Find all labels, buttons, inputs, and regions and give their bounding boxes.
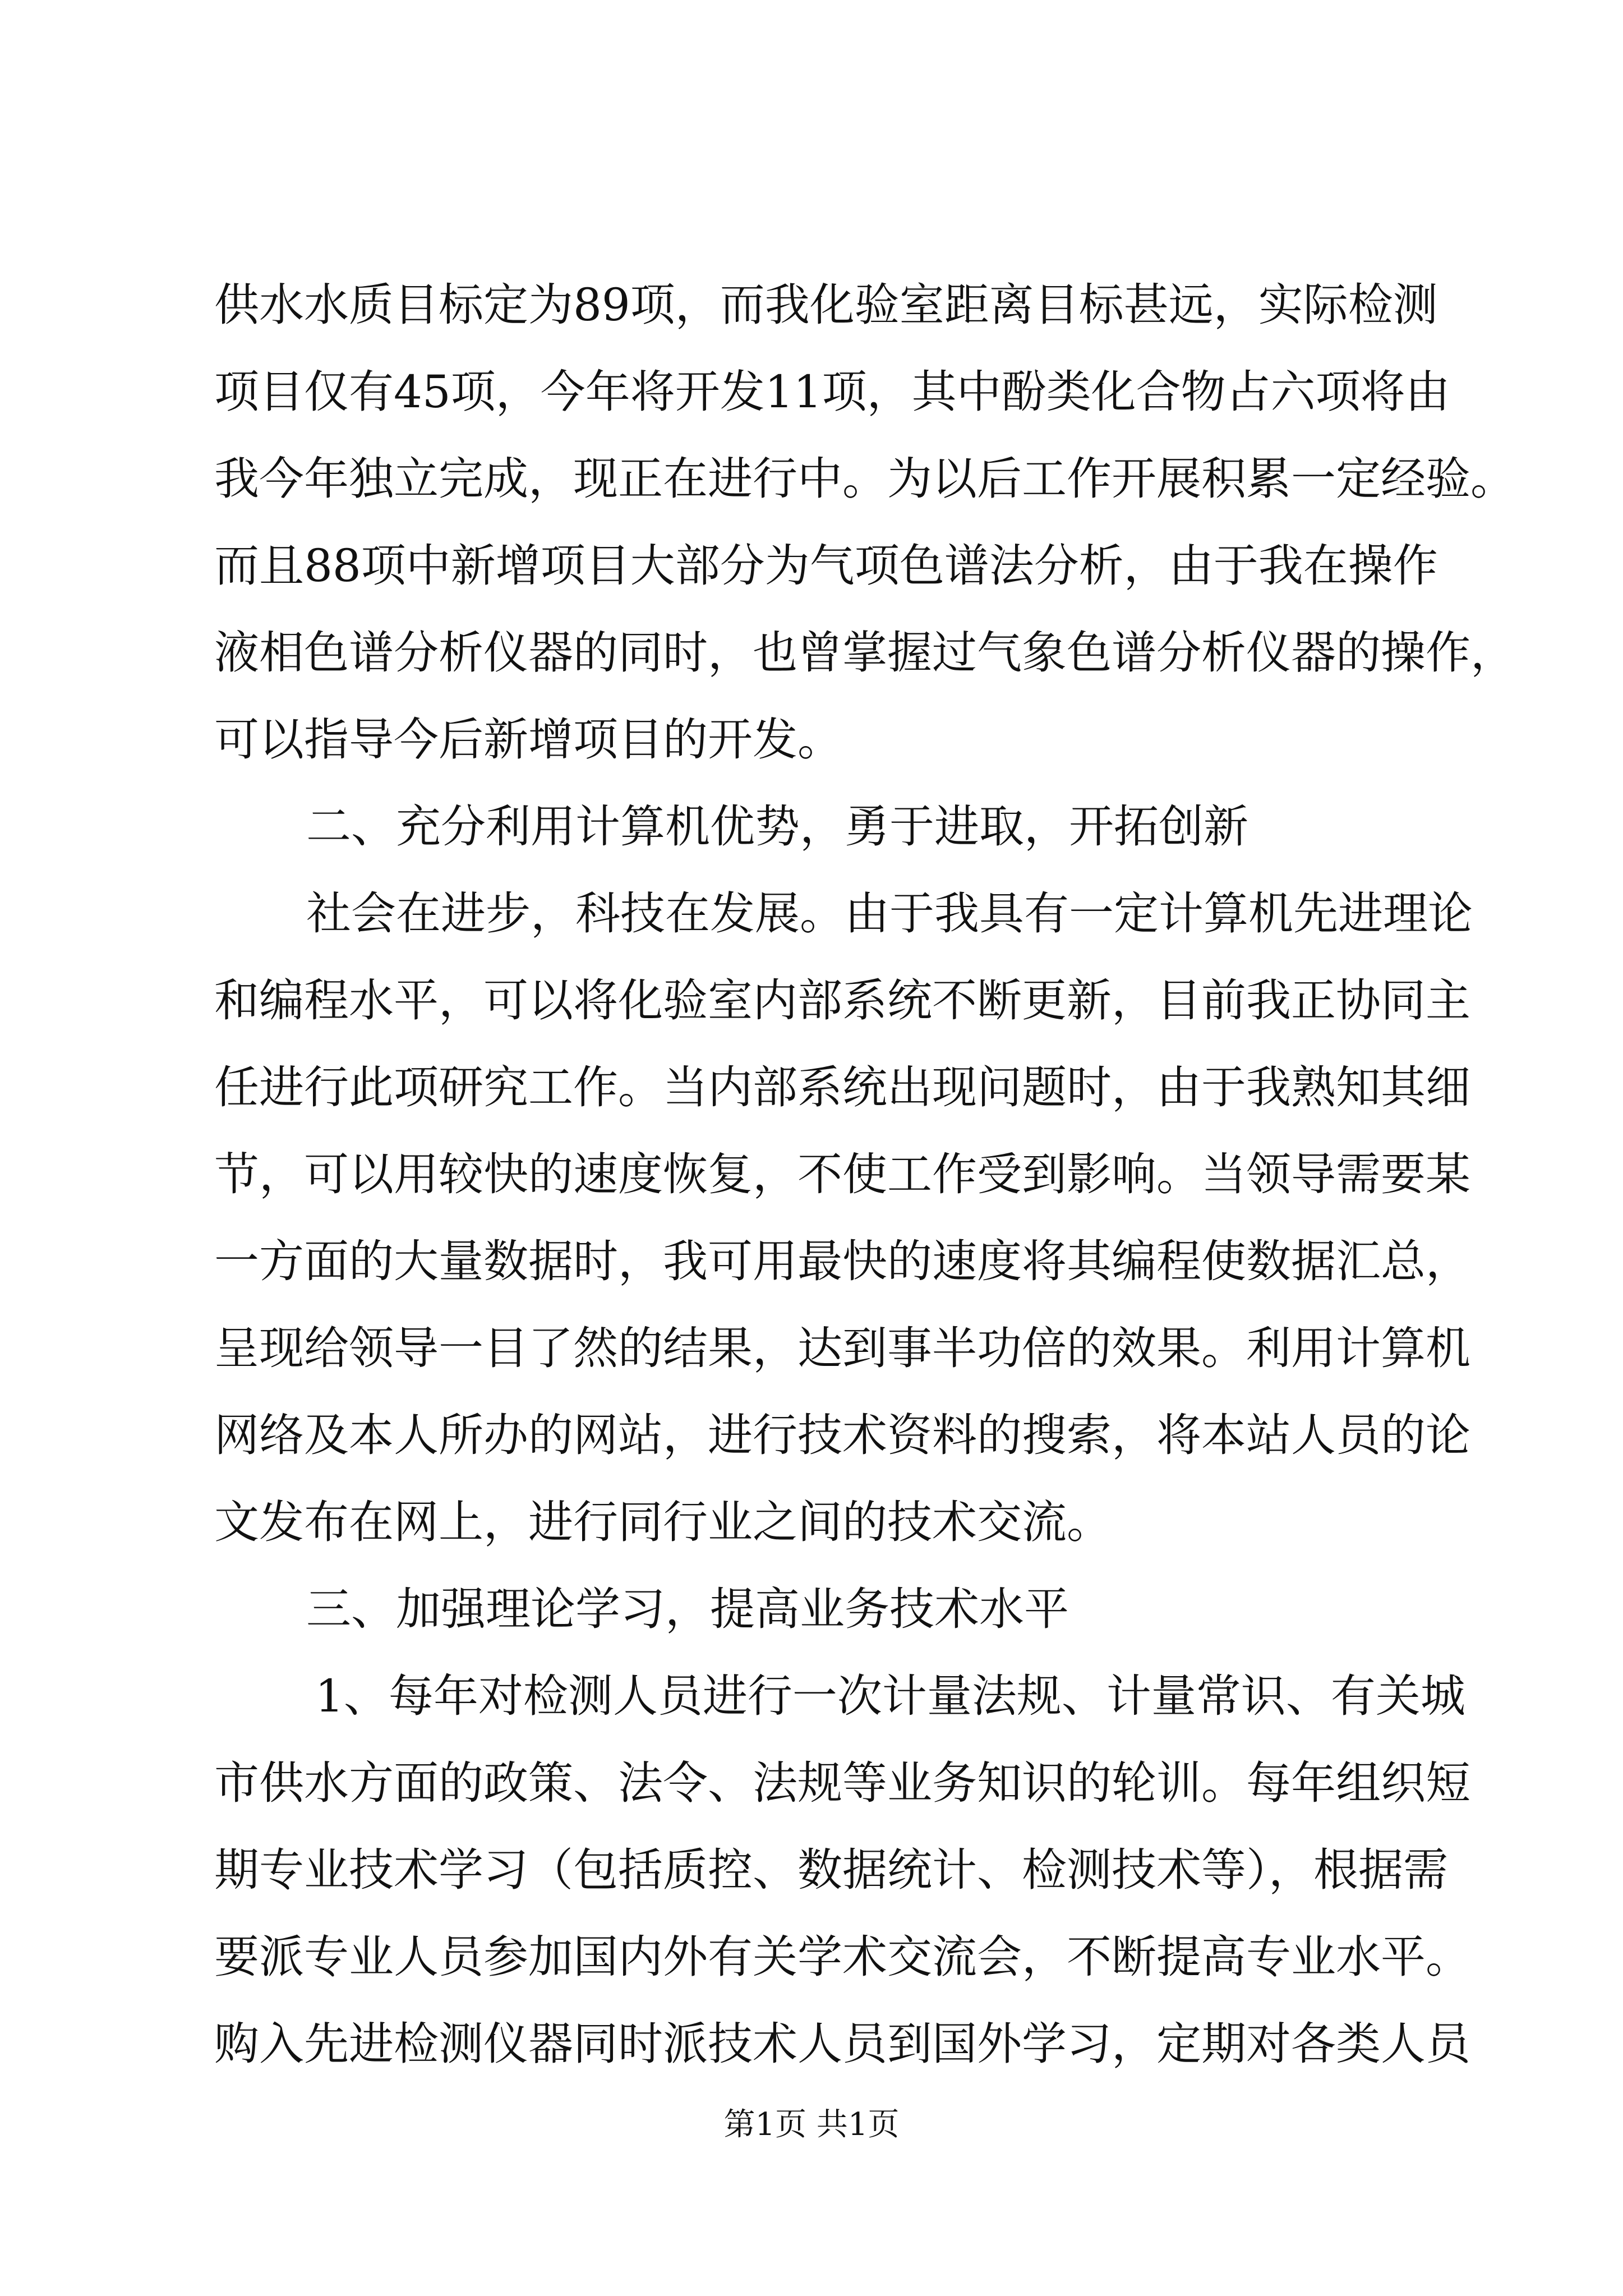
text-line: 呈现给领导一目了然的结果，达到事半功倍的效果。利用计算机 xyxy=(214,1322,1470,1374)
text-line: 网络及本人所办的网站，进行技术资料的搜索，将本站人员的论 xyxy=(214,1409,1470,1461)
text-line: 任进行此项研究工作。当内部系统出现问题时，由于我熟知其细 xyxy=(214,1061,1470,1114)
text-line: 我今年独立完成，现正在进行中。为以后工作开展积累一定经验。 xyxy=(214,453,1515,505)
text-line: 1、每年对检测人员进行一次计量法规、计量常识、有关城 xyxy=(315,1670,1465,1722)
text-line: 购入先进检测仪器同时派技术人员到国外学习，定期对各类人员 xyxy=(214,2018,1470,2070)
text-line: 社会在进步，科技在发展。由于我具有一定计算机先进理论 xyxy=(306,887,1473,940)
text-line: 一方面的大量数据时，我可用最快的速度将其编程使数据汇总， xyxy=(214,1235,1470,1287)
text-line: 期专业技术学习（包括质控、数据统计、检测技术等），根据需 xyxy=(214,1844,1448,1896)
text-line: 和编程水平，可以将化验室内部系统不断更新，目前我正协同主 xyxy=(214,974,1470,1027)
text-line: 而且88项中新增项目大部分为气项色谱法分析，由于我在操作 xyxy=(214,540,1438,592)
text-line: 节，可以用较快的速度恢复，不使工作受到影响。当领导需要某 xyxy=(214,1148,1470,1200)
text-line: 液相色谱分析仪器的同时，也曾掌握过气象色谱分析仪器的操作， xyxy=(214,627,1515,679)
section-heading-2: 二、充分利用计算机优势，勇于进取，开拓创新 xyxy=(306,800,1248,853)
text-line: 市供水方面的政策、法令、法规等业务知识的轮训。每年组织短 xyxy=(214,1757,1470,1809)
body-text xyxy=(214,261,1515,2087)
text-line: 项目仅有45项，今年将开发11项，其中酚类化合物占六项将由 xyxy=(214,366,1450,418)
text-line: 供水水质目标定为89项，而我化验室距离目标甚远，实际检测 xyxy=(214,279,1438,331)
text-line: 文发布在网上，进行同行业之间的技术交流。 xyxy=(214,1496,1112,1548)
section-heading-3: 三、加强理论学习，提高业务技术水平 xyxy=(306,1583,1069,1635)
text-line: 要派专业人员参加国内外有关学术交流会，不断提高专业水平。 xyxy=(214,1931,1470,1983)
page-number-footer: 第1页 共1页 xyxy=(723,2106,900,2143)
text-line: 可以指导今后新增项目的开发。 xyxy=(214,714,842,766)
